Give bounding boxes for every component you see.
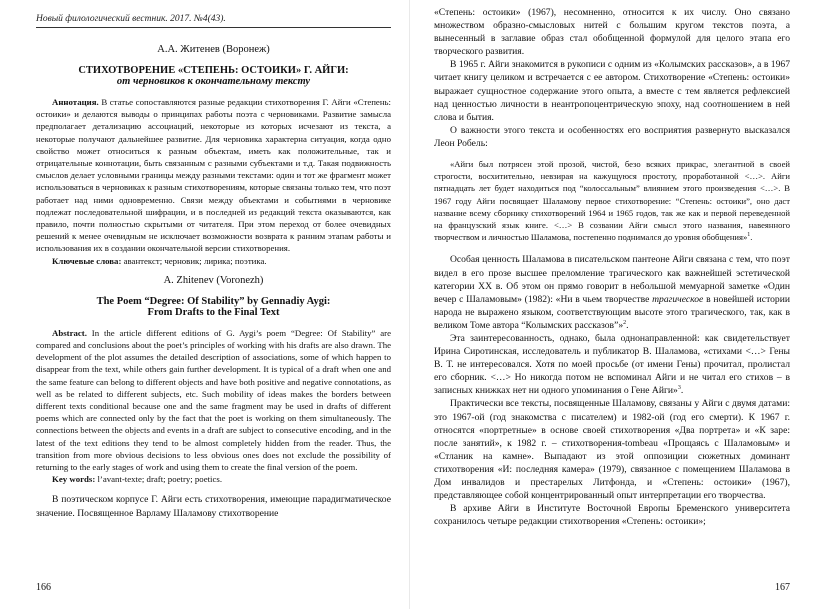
body-paragraph-7: В архиве Айги в Институте Восточной Европы Бременского университета сохранилось четыре редакции стихотворения «Степень: остоики»; bbox=[434, 503, 790, 528]
abstract-en-text: In the article different editions of G. Aygi’s poem “Degree: Of Stability” are compared and conclusions about the poet’s principles of working with his drafts are also drawn. The development of the plot assumes the detailed description of associations, some of which happen to disappear from the text, while others gain further development. It is typical of a draft when one and the same feature can belong to different objects and have both positive and negative connotations, as well as be related to different subjects, etc. Such mobility of ideas makes the borders between different texts conditional because one and the same fragment may be used in drafts of different poems which are connected only by the fact that the poet is working on them simultaneously. The connections between the objects and events in a draft are subject to consecutive encoding, and in the latest of the text editions they tend to be almost completely hidden from the reader. Thus, the transition from more obvious decisions to less obvious ones does not exclude the possibility of returning to the early stages of work and using them to create the final version of the poem. bbox=[36, 327, 391, 473]
footnote-ref-3: 3 bbox=[677, 385, 681, 392]
footnote-ref-1: 1 bbox=[747, 232, 751, 239]
keywords-en bbox=[36, 473, 391, 485]
page-number-left: 166 bbox=[36, 582, 51, 593]
body-start: В поэтическом корпусе Г. Айги есть стихотворения, имеющие парадигматическое значение. Посвященное Варламу Шаламову стихотворение bbox=[36, 494, 391, 519]
p4-text-b: в новейшей истории народа не выражено языком, соответствующим высоте этого трагического, так, как в великом Томе автора “Колымских рассказов”» bbox=[434, 293, 790, 331]
keywords-ru bbox=[36, 255, 391, 267]
body-paragraph-6: Практически все тексты, посвященные Шаламову, связаны у Айги с двумя датами: это 1967-ой (год знакомства с писателем) и 1982-ой (год его смерти). К 1967 г. относятся «портретные» в основе своей стихотворения «Два портрета» и «К заре: после занятий», к 1982 г. – стихотворения-tombeau «Прощаясь с Шаламовым» и «Стланик на камне». Выпадают из этой оппозиции сюжетных доминант стихотворения «И: последняя камера» (1979), связанное с помещением Шаламова в Дом инвалидов и престарелых Литфонда, и «Степень: остоики» (1967), представляющее собой концентрированный опыт интерпретации его творчества. bbox=[434, 398, 790, 502]
author-ru: А.А. Житенев (Воронеж) bbox=[157, 44, 270, 55]
body-paragraph-2: В 1965 г. Айги знакомится в рукописи с одним из «Колымских рассказов», а в 1967 читает книгу целиком и встречается с ее автором. Стихотворение «Степень: остоики» выражает сущностное содержание этого опыта, а вместе с тем является рефлексией над ценностью личности в неантропоцентрическую эпоху, над соотношением в ней слова и бытия. bbox=[434, 59, 790, 123]
body-paragraph-3: О важности этого текста и особенностях его восприятия развернуто высказался Леон Робель: bbox=[434, 124, 790, 149]
footnote-ref-2: 2 bbox=[623, 319, 627, 326]
p5-text: Эта заинтересованность, однако, была однонаправленной: как свидетельствует Ирина Сиротинская, исследователь и публикатор В. Шаламова, «стихами <…> Гены В. Т. не интересовался. Хотя по моей просьбе (от имени Гены) прочитал, пролистал его сборник. <…> Но никогда потом не вспоминал Айги и не читал его стихов – в записных книжках нет ни одного упоминания о Гене Айги» bbox=[434, 333, 790, 397]
journal-header: Новый филологический вестник. 2017. №4(43). bbox=[36, 14, 391, 28]
quote-text: «Айги был потрясен этой прозой, чистой, безо всяких прикрас, элегантной в своей строгости, восхитительно, невзирая на кажущуюся простоту, проработанной <…>. Айги пятнадцать лет будет находиться под “колоссальным” влиянием этого произведения <…>. В 1967 году Айги посвящает Шаламову первое стихотворение: “Степень: остоики”, оно даст название всему сборнику стихотворений 1964 и 1965 годов, так же как и первой переведенной на французский язык книге. <…> В созвании Айги смысл этого названия, навеянного творчеством и личностью Шаламова, постепенно поднимался до уровня обобщения» bbox=[434, 159, 790, 243]
keywords-en-label: Key words: bbox=[52, 474, 96, 485]
article-subtitle-ru: от черновиков к окончательному тексту bbox=[116, 76, 311, 87]
body-paragraph-4: Особая ценность Шаламова в писательском пантеоне Айги связана с тем, что поэт видел в его прозе высшее преломление трагического как важнейшей эстетической категории XX в. Об этом он прямо говорит в небольшой мемуарной заметке «Один вечер с Шаламовым» (1982): «Ни в чьем творчестве трагическое в новейшей истории народа не выражено языком, соответствующим высоте этого трагического, так, как в великом Томе автора “Колымских рассказов”»$^2$. bbox=[434, 254, 790, 331]
article-title-en-line1: The Poem “Degree: Of Stability” by Gennadiy Aygi: bbox=[96, 295, 331, 307]
article-title-en-line2: From Drafts to the Final Text bbox=[147, 306, 280, 318]
right-column bbox=[434, 6, 790, 576]
right-page bbox=[410, 0, 820, 609]
keywords-ru-text: авантекст; черновик; лирика; поэтика. bbox=[123, 255, 267, 266]
abstract-ru-label: Аннотация. bbox=[52, 97, 99, 107]
keywords-en-text: l’avant-texte; draft; poetry; poetics. bbox=[97, 474, 223, 485]
article-title-ru: СТИХОТВОРЕНИЕ «СТЕПЕНЬ: ОСТОИКИ» Г. АЙГИ: bbox=[78, 65, 349, 76]
block-quote: «Айги был потрясен этой прозой, чистой, безо всяких прикрас, элегантной в своей строгости, восхитительно, невзирая на кажущуюся простоту, проработанной <…>. Айги пятнадцать лет будет находиться под “колоссальным” влиянием этого произведения <…>. В 1967 году Айги посвящает Шаламову первое стихотворение: “Степень: остоики”, оно даст название всему сборнику стихотворений 1964 и 1965 годов, так же как и первой переведенной на французский язык книге. <…> В созвании Айги смысл этого названия, навеянного творчеством и личностью Шаламова, постепенно поднимался до уровня обобщения»$^1$. bbox=[434, 159, 790, 243]
body-paragraph-1: «Степень: остоики» (1967), несомненно, относится к их числу. Оно связано множеством образно-смысловых нитей с большим кругом текстов поэта, а вынесенный в заглавие образ стал обобщенной формулой для целого этапа его творческого развития. bbox=[434, 7, 790, 58]
body-paragraph-5: Эта заинтересованность, однако, была однонаправленной: как свидетельствует Ирина Сиротинская, исследователь и публикатор В. Шаламова, «стихами <…> Гены В. Т. не интересовался. Хотя по моей просьбе (от имени Гены) прочитал, пролистал его сборник. <…> Но никогда потом не вспоминал Айги и не читал его стихов – в записных книжках нет ни одного упоминания о Гене Айги»$^3$. bbox=[434, 333, 790, 397]
abstract-ru bbox=[36, 96, 391, 255]
keywords-ru-label: Ключевые слова: bbox=[52, 255, 122, 266]
p4-emphasis: трагическое bbox=[652, 293, 704, 305]
author-en: A. Zhitenev (Voronezh) bbox=[163, 274, 264, 286]
abstract-en-label: Abstract. bbox=[52, 327, 87, 338]
left-column bbox=[36, 44, 391, 576]
p4-text-a: Особая ценность Шаламова в писательском пантеоне Айги связана с тем, что поэт видел в его прозе высшее преломление трагического как важнейшей эстетической категории XX в. Об этом он прямо говорит в небольшой мемуарной заметке «Один вечер с Шаламовым» (1982): «Ни в чьем творчестве bbox=[434, 254, 790, 305]
abstract-en bbox=[36, 327, 391, 473]
page-number-right: 167 bbox=[775, 582, 790, 593]
abstract-ru-text: В статье сопоставляются разные редакции стихотворения Г. Айги «Степень: остоики» и делаются выводы о принципах работы поэта с черновиками. Развитие замысла предполагает детализацию ассоциаций, некоторые из которых исчезают из текста, а некоторые получают дальнейшее развитие. Для черновика характерна ситуация, когда одно свойство может относиться к разным объектам, иметь как положительные, так и отрицательные коннотации, быть связанным с разными субъектами и т.д. Такая подвижность смыслов делает условными границы между разными текстами: один и тот же фрагмент может использоваться в черновиках к разным стихотворениям, которые связаны только тем, что поэт работает над ними одновременно. Связи между объектами и событиями в черновике подлежат последовательной шифрации, и в последней из редакций текста оказываются, как правило, почти полностью скрытыми от читателя. При этом переход от более очевидных решений к менее очевидным не исключает возможности возврата к ранним этапам работы и использования их в создании окончательной версии стихотворения. bbox=[36, 97, 391, 254]
